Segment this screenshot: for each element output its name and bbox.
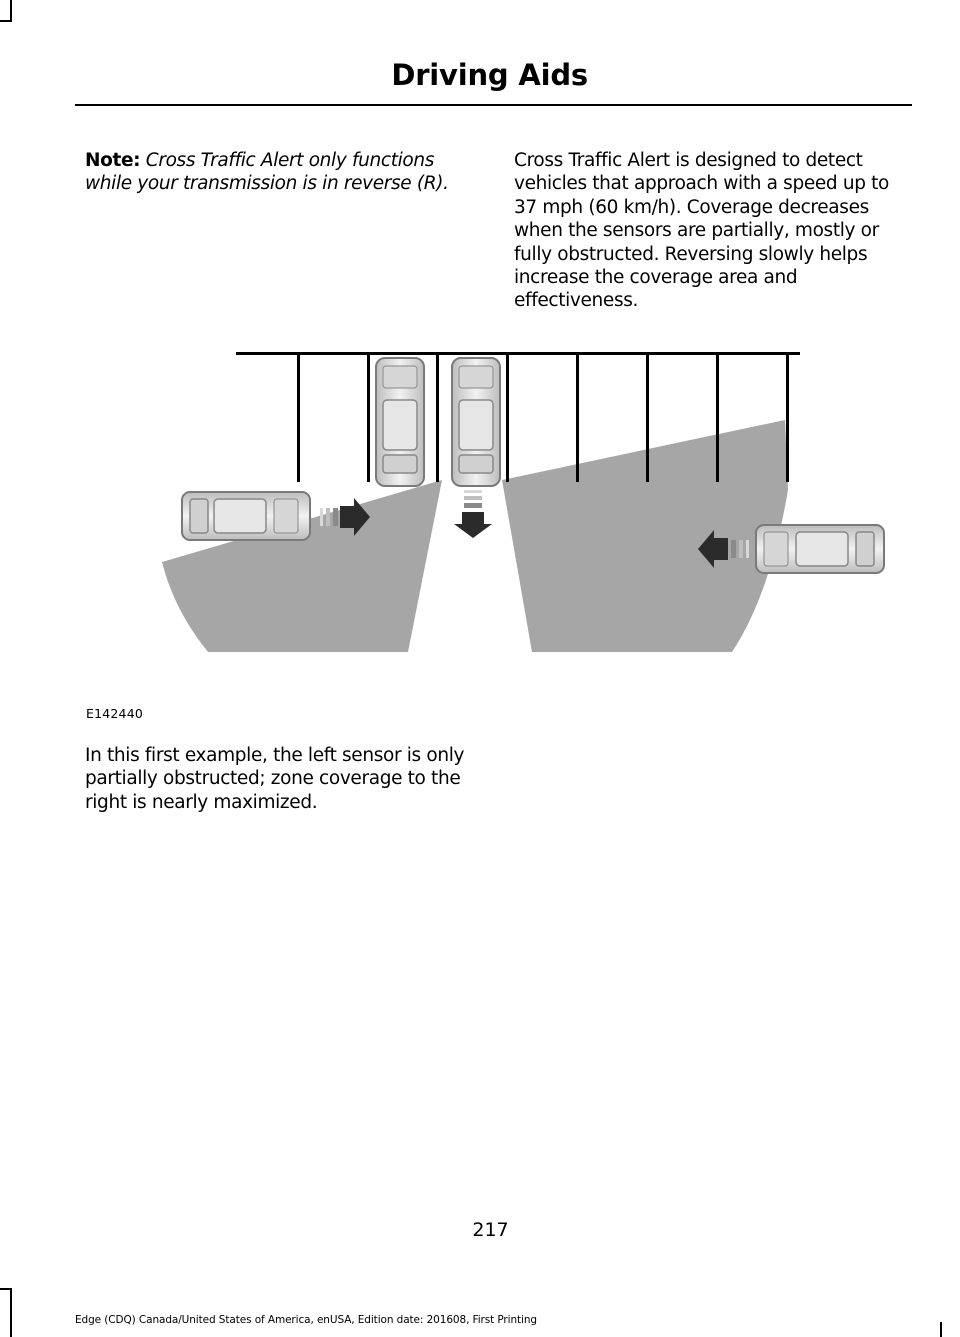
parked-car [376,358,424,486]
note-block [85,149,465,196]
parking-divider [297,354,300,482]
page-title: Driving Aids [391,58,588,92]
crop-mark-bottom-left-v [10,1288,12,1337]
crop-mark-top-left-v [10,0,12,22]
parking-row-line [236,352,800,355]
parking-divider [646,354,649,482]
description-paragraph: Cross Traffic Alert is designed to detect vehicles that approach with a speed up to 37 mph (60 km/h). Coverage decreases when the sensors are partially, mostly or fully obstructed. Reversing slowly helps increase the coverage area and effectiveness. [514,150,889,312]
crop-mark-bottom-left-h [0,1288,12,1290]
parking-divider [436,354,439,482]
header-rule [75,104,912,106]
figure-caption: In this first example, the left sensor is only partially obstructed; zone coverage to the right is nearly maximized. [85,745,465,813]
parking-divider [367,354,370,482]
cross-traffic-alert-diagram [150,340,910,680]
parking-divider [716,354,719,482]
edition-footer: Edge (CDQ) Canada/United States of America, enUSA, Edition date: 201608, First Printing [75,1314,537,1326]
note-text: Cross Traffic Alert only functions while your transmission is in reverse (R). [85,150,449,195]
note-label: Note: [85,150,141,171]
crop-mark-top-left-h [0,20,12,22]
parking-divider [786,354,789,482]
figure-code: E142440 [86,706,144,721]
parking-divider [506,354,509,482]
right-approaching-car [756,525,884,573]
parking-divider [576,354,579,482]
page-number: 217 [472,1219,509,1241]
reversing-car [452,358,500,486]
crop-mark-bottom-right-v [940,1322,942,1337]
left-approaching-car [182,492,310,540]
right-coverage-zone [502,420,788,652]
reverse-direction-arrow [454,490,492,538]
